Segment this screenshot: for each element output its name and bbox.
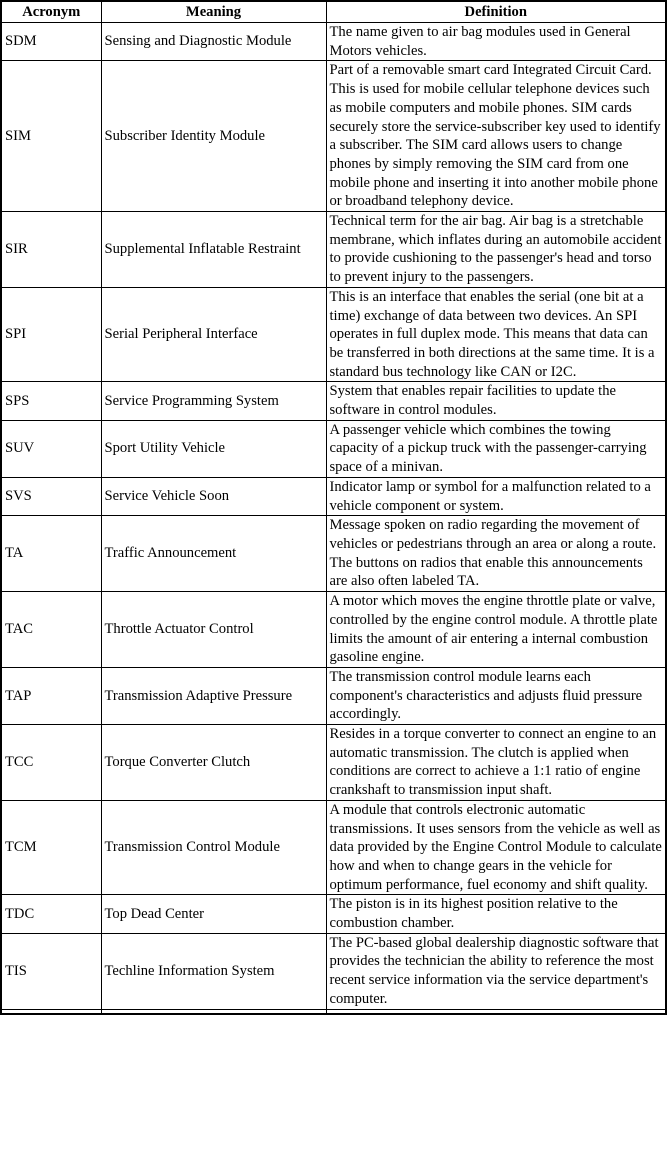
meaning-cell: Top Dead Center — [101, 895, 326, 933]
table-row — [1, 895, 666, 933]
table-row — [1, 23, 666, 61]
meaning-cell: Serial Peripheral Interface — [101, 287, 326, 382]
table-header — [1, 1, 666, 23]
table-row — [1, 287, 666, 382]
meaning-cell: Techline Information System — [101, 933, 326, 1009]
table-row — [1, 800, 666, 895]
meaning-cell: Sensing and Diagnostic Module — [101, 23, 326, 61]
meaning-cell: Subscriber Identity Module — [101, 61, 326, 212]
acronym-cell: TA — [1, 516, 101, 592]
acronym-cell: SUV — [1, 420, 101, 477]
continuation-cell — [1, 1009, 101, 1014]
acronym-cell: TCC — [1, 725, 101, 801]
table-row — [1, 592, 666, 668]
table-row — [1, 725, 666, 801]
continuation-cell — [101, 1009, 326, 1014]
header-definition: Definition — [326, 1, 666, 23]
definition-cell: This is an interface that enables the serial (one bit at a time) exchange of data between two devices. An SPI operates in full duplex mode. This means that data can be transferred in both directions at the same time. It is a standard bus technology like CAN or I2C. — [326, 287, 666, 382]
acronym-cell: SIM — [1, 61, 101, 212]
table-row — [1, 933, 666, 1009]
header-meaning: Meaning — [101, 1, 326, 23]
definition-cell: The transmission control module learns each component's characteristics and adjusts fluid pressure accordingly. — [326, 667, 666, 724]
table-row — [1, 516, 666, 592]
acronym-cell: TDC — [1, 895, 101, 933]
definition-cell: A motor which moves the engine throttle plate or valve, controlled by the engine control module. A throttle plate limits the amount of air entering a internal combustion gasoline engine. — [326, 592, 666, 668]
definition-cell: Technical term for the air bag. Air bag is a stretchable membrane, which inflates during an automobile accident to provide cushioning to the passenger's head and torso to prevent injury to the passengers. — [326, 212, 666, 288]
meaning-cell: Service Programming System — [101, 382, 326, 420]
definition-cell: Indicator lamp or symbol for a malfunction related to a vehicle component or system. — [326, 477, 666, 515]
meaning-cell: Traffic Announcement — [101, 516, 326, 592]
definition-cell: System that enables repair facilities to update the software in control modules. — [326, 382, 666, 420]
acronym-cell: TAC — [1, 592, 101, 668]
header-row — [1, 1, 666, 23]
continuation-cell — [326, 1009, 666, 1014]
definition-cell: The name given to air bag modules used in General Motors vehicles. — [326, 23, 666, 61]
definition-cell: A module that controls electronic automatic transmissions. It uses sensors from the vehicle as well as data provided by the Engine Control Module to calculate how and when to change gears in the vehicle for optimum performance, fuel economy and shift quality. — [326, 800, 666, 895]
table-body — [1, 23, 666, 1014]
meaning-cell: Transmission Control Module — [101, 800, 326, 895]
meaning-cell: Service Vehicle Soon — [101, 477, 326, 515]
meaning-cell: Torque Converter Clutch — [101, 725, 326, 801]
definition-cell: A passenger vehicle which combines the towing capacity of a pickup truck with the passenger-carrying space of a minivan. — [326, 420, 666, 477]
header-acronym: Acronym — [1, 1, 101, 23]
table-row — [1, 61, 666, 212]
meaning-cell: Throttle Actuator Control — [101, 592, 326, 668]
meaning-cell: Transmission Adaptive Pressure — [101, 667, 326, 724]
meaning-cell: Sport Utility Vehicle — [101, 420, 326, 477]
acronym-cell: SDM — [1, 23, 101, 61]
table-row — [1, 212, 666, 288]
acronym-cell: TAP — [1, 667, 101, 724]
definition-cell: Message spoken on radio regarding the movement of vehicles or pedestrians through an area or along a route. The buttons on radios that enable this announcements are also often labeled TA. — [326, 516, 666, 592]
table-row — [1, 420, 666, 477]
table-row — [1, 477, 666, 515]
acronym-cell: TCM — [1, 800, 101, 895]
acronym-cell: SPS — [1, 382, 101, 420]
table-row-continuation — [1, 1009, 666, 1014]
acronym-cell: SVS — [1, 477, 101, 515]
acronym-cell: SPI — [1, 287, 101, 382]
definition-cell: The piston is in its highest position relative to the combustion chamber. — [326, 895, 666, 933]
definition-cell: The PC-based global dealership diagnostic software that provides the technician the ability to reference the most recent service information via the service department's computer. — [326, 933, 666, 1009]
table-row — [1, 667, 666, 724]
acronym-cell: TIS — [1, 933, 101, 1009]
meaning-cell: Supplemental Inflatable Restraint — [101, 212, 326, 288]
table-row — [1, 382, 666, 420]
definition-cell: Resides in a torque converter to connect an engine to an automatic transmission. The clutch is applied when conditions are correct to achieve a 1:1 ratio of engine crankshaft to transmission input shaft. — [326, 725, 666, 801]
acronym-cell: SIR — [1, 212, 101, 288]
definition-cell: Part of a removable smart card Integrated Circuit Card. This is used for mobile cellular telephone devices such as mobile computers and mobile phones. SIM cards securely store the service-subscriber key used to identify a subscriber. The SIM card allows users to change phones by simply removing the SIM card from one mobile phone and inserting it into another mobile phone or broadband telephony device. — [326, 61, 666, 212]
